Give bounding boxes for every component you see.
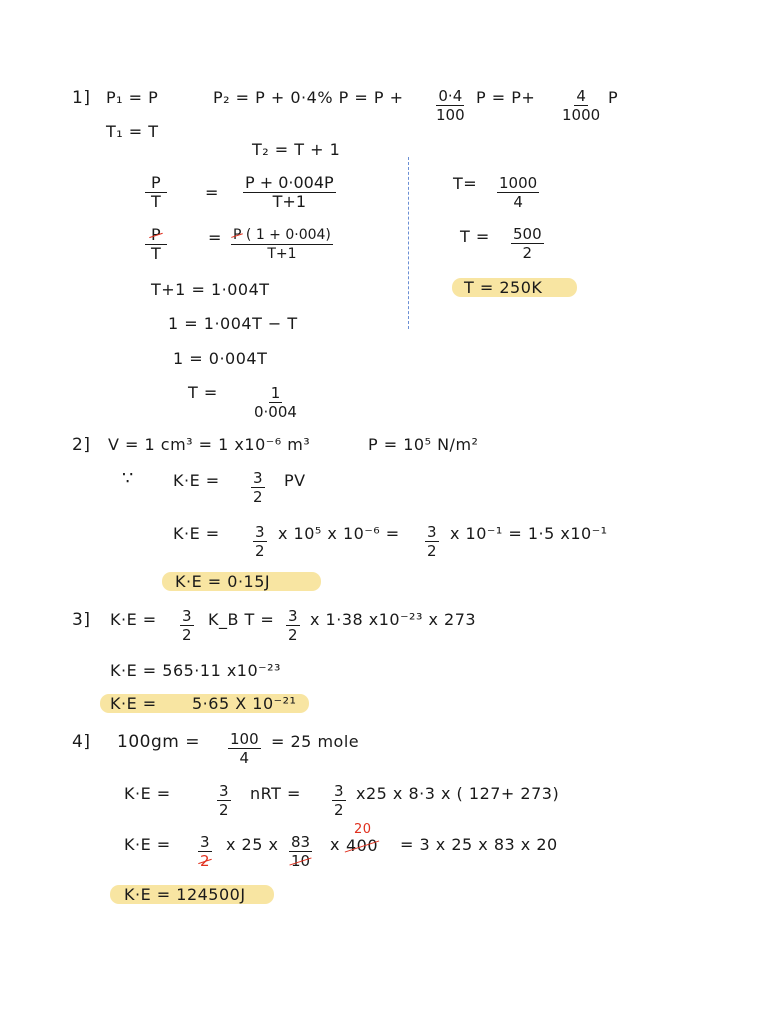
q2-ke2-mid: x 10⁵ x 10⁻⁶ = (278, 524, 400, 543)
q4-above-20: 20 (354, 822, 372, 837)
column-divider (408, 157, 409, 329)
because-icon: ∵ (122, 468, 134, 489)
q2-number: 2] (72, 435, 91, 455)
q3-frac1: $\frac{3}{2}$ (182, 607, 192, 644)
q1-frac-a: $\frac{0\cdot 4}{100}$ (436, 87, 465, 124)
q4-rest: x25 x 8·3 x ( 127+ 273) (356, 784, 560, 803)
q4-line2-end: = 3 x 25 x 83 x 20 (400, 835, 558, 854)
q1-line4: 1 = 1·004T − T (168, 314, 298, 333)
q4-frac1: $\frac{3}{2}$ (219, 782, 229, 819)
q1-frac-b: $\frac{4}{1000}$ (562, 87, 601, 124)
q4-struck-400: 400 (346, 836, 379, 855)
q1-line5: 1 = 0·004T (173, 349, 268, 368)
q1-eq1-lhs: $\frac{P}{T}$ (145, 175, 167, 210)
q2-ke-frac: $\frac{3}{2}$ (253, 469, 263, 506)
q4-mole: = 25 mole (271, 732, 360, 751)
q2-ke2-end: x 10⁻¹ = 1·5 x10⁻¹ (450, 524, 608, 543)
q3-answer-lhs: K·E = (110, 694, 157, 713)
q2-ke-lhs: K·E = (173, 471, 220, 490)
q3-number: 3] (72, 610, 91, 630)
q1-answer: T = 250K (464, 278, 543, 297)
q3-line2: K·E = 565·11 x10⁻²³ (110, 661, 281, 680)
q3-rest: x 1·38 x10⁻²³ x 273 (310, 610, 477, 629)
q1-p2-mid: P = P+ (476, 88, 536, 107)
q3-ke-lhs: K·E = (110, 610, 157, 629)
q4-frac-mass: $\frac{100}{4}$ (230, 730, 259, 767)
q4-x-sym: x (330, 835, 340, 854)
q3-mid: K_B T = (208, 610, 275, 629)
q1-eq2-lhs: $\frac{P}{T}$ (145, 227, 167, 262)
q4-answer: K·E = 124500J (124, 885, 246, 904)
q1-eq2-rhs: $\frac{P ( 1 + 0\cdot 004)}{T+1}$ (233, 227, 331, 262)
q4-x25: x 25 x (226, 835, 279, 854)
q1-eq1-rhs: $\frac{P + 0\cdot 004P}{T+1}$ (245, 173, 334, 211)
q4-number: 4] (72, 732, 91, 752)
q1-side1-lhs: T= (453, 174, 478, 193)
q3-answer-rhs: 5·65 X 10⁻²¹ (192, 694, 297, 713)
q2-ke2-frac1: $\frac{3}{2}$ (255, 523, 265, 560)
q1-side2-lhs: T = (460, 227, 490, 246)
q2-ke2-frac2: $\frac{3}{2}$ (427, 523, 437, 560)
q1-p2-suffix: P (608, 88, 619, 107)
q1-p1: P₁ = P (106, 88, 159, 107)
q4-frac2: $\frac{3}{2}$ (334, 782, 344, 819)
q2-answer: K·E = 0·15J (175, 572, 271, 591)
q2-volume: V = 1 cm³ = 1 x10⁻⁶ m³ (108, 435, 311, 454)
q4-mass: 100gm = (117, 732, 200, 752)
q1-t2: T₂ = T + 1 (252, 140, 341, 159)
q1-t1: T₁ = T (106, 122, 159, 141)
q2-ke-rhs: PV (284, 471, 306, 490)
q1-eq1-equals: = (205, 183, 219, 202)
q4-line2-lhs: K·E = (124, 835, 171, 854)
q1-side2-frac: $\frac{500}{2}$ (513, 225, 542, 262)
q2-ke2-lhs: K·E = (173, 524, 220, 543)
q4-frac3: $\frac{3}{2}$ (200, 833, 210, 870)
q1-eq2-equals: = (208, 228, 222, 247)
q4-ke-lhs: K·E = (124, 784, 171, 803)
q1-line3: T+1 = 1·004T (151, 280, 270, 299)
q1-line6-frac: $\frac{1}{0\cdot 004}$ (254, 384, 297, 421)
q3-frac2: $\frac{3}{2}$ (288, 607, 298, 644)
q2-pressure: P = 10⁵ N/m² (368, 435, 479, 454)
q1-number: 1] (72, 88, 91, 108)
q4-frac4: $\frac{83}{10}$ (291, 833, 311, 870)
q4-nrt: nRT = (250, 784, 301, 803)
q1-line6-lhs: T = (188, 383, 218, 402)
q1-side1-frac: $\frac{1000}{4}$ (499, 174, 538, 211)
q1-p2-prefix: P₂ = P + 0·4% P = P + (213, 88, 404, 107)
